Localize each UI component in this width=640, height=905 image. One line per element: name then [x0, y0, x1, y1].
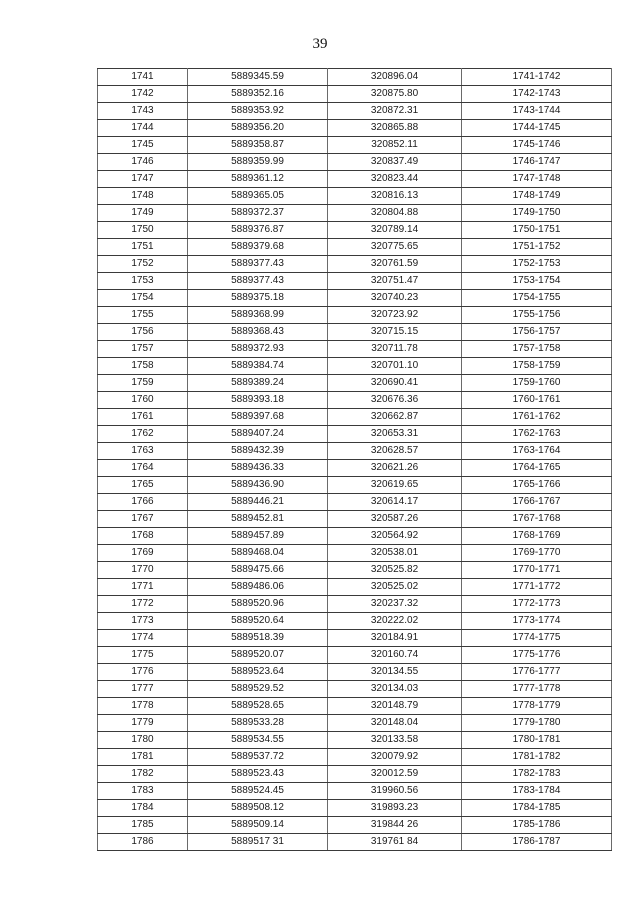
- table-row: [98, 698, 612, 715]
- segment-cell: 1765-1766: [462, 477, 612, 494]
- point-number-cell: 1745: [98, 137, 188, 154]
- y-coordinate-cell: 320676.36: [328, 392, 462, 409]
- x-coordinate-cell: 5889475.66: [188, 562, 328, 579]
- x-coordinate-cell: 5889452.81: [188, 511, 328, 528]
- segment-cell: 1785-1786: [462, 817, 612, 834]
- table-row: [98, 647, 612, 664]
- x-coordinate-cell: 5889361.12: [188, 171, 328, 188]
- x-coordinate-cell: 5889520.07: [188, 647, 328, 664]
- x-coordinate-cell: 5889407.24: [188, 426, 328, 443]
- y-coordinate-cell: 320237.32: [328, 596, 462, 613]
- y-coordinate-cell: 320525.02: [328, 579, 462, 596]
- y-coordinate-cell: 320804.88: [328, 205, 462, 222]
- table-row: [98, 562, 612, 579]
- point-number-cell: 1784: [98, 800, 188, 817]
- point-number-cell: 1767: [98, 511, 188, 528]
- table-row: [98, 443, 612, 460]
- segment-cell: 1751-1752: [462, 239, 612, 256]
- y-coordinate-cell: 320079.92: [328, 749, 462, 766]
- table-row: [98, 630, 612, 647]
- y-coordinate-cell: 320614.17: [328, 494, 462, 511]
- y-coordinate-cell: 320872.31: [328, 103, 462, 120]
- x-coordinate-cell: 5889432.39: [188, 443, 328, 460]
- table-row: [98, 154, 612, 171]
- table-row: [98, 511, 612, 528]
- point-number-cell: 1772: [98, 596, 188, 613]
- table-row: [98, 69, 612, 86]
- y-coordinate-cell: 319761 84: [328, 834, 462, 851]
- x-coordinate-cell: 5889384.74: [188, 358, 328, 375]
- x-coordinate-cell: 5889534.55: [188, 732, 328, 749]
- x-coordinate-cell: 5889345.59: [188, 69, 328, 86]
- segment-cell: 1741-1742: [462, 69, 612, 86]
- table-row: [98, 664, 612, 681]
- x-coordinate-cell: 5889518.39: [188, 630, 328, 647]
- x-coordinate-cell: 5889372.37: [188, 205, 328, 222]
- segment-cell: 1777-1778: [462, 681, 612, 698]
- table-row: [98, 681, 612, 698]
- point-number-cell: 1766: [98, 494, 188, 511]
- segment-cell: 1783-1784: [462, 783, 612, 800]
- table-row: [98, 375, 612, 392]
- point-number-cell: 1777: [98, 681, 188, 698]
- x-coordinate-cell: 5889365.05: [188, 188, 328, 205]
- table-row: [98, 834, 612, 851]
- point-number-cell: 1744: [98, 120, 188, 137]
- x-coordinate-cell: 5889537.72: [188, 749, 328, 766]
- y-coordinate-cell: 320711.78: [328, 341, 462, 358]
- x-coordinate-cell: 5889358.87: [188, 137, 328, 154]
- y-coordinate-cell: 320852.11: [328, 137, 462, 154]
- segment-cell: 1746-1747: [462, 154, 612, 171]
- segment-cell: 1786-1787: [462, 834, 612, 851]
- x-coordinate-cell: 5889352.16: [188, 86, 328, 103]
- table-row: [98, 460, 612, 477]
- segment-cell: 1758-1759: [462, 358, 612, 375]
- x-coordinate-cell: 5889523.43: [188, 766, 328, 783]
- table-row: [98, 766, 612, 783]
- point-number-cell: 1747: [98, 171, 188, 188]
- table-row: [98, 324, 612, 341]
- y-coordinate-cell: 320222.02: [328, 613, 462, 630]
- table-row: [98, 477, 612, 494]
- table-row: [98, 205, 612, 222]
- segment-cell: 1770-1771: [462, 562, 612, 579]
- segment-cell: 1750-1751: [462, 222, 612, 239]
- y-coordinate-cell: 320184.91: [328, 630, 462, 647]
- y-coordinate-cell: 319893.23: [328, 800, 462, 817]
- point-number-cell: 1760: [98, 392, 188, 409]
- x-coordinate-cell: 5889393.18: [188, 392, 328, 409]
- segment-cell: 1773-1774: [462, 613, 612, 630]
- x-coordinate-cell: 5889436.90: [188, 477, 328, 494]
- y-coordinate-cell: 320148.79: [328, 698, 462, 715]
- y-coordinate-cell: 320865.88: [328, 120, 462, 137]
- x-coordinate-cell: 5889523.64: [188, 664, 328, 681]
- segment-cell: 1760-1761: [462, 392, 612, 409]
- segment-cell: 1747-1748: [462, 171, 612, 188]
- segment-cell: 1769-1770: [462, 545, 612, 562]
- point-number-cell: 1764: [98, 460, 188, 477]
- segment-cell: 1745-1746: [462, 137, 612, 154]
- y-coordinate-cell: 320134.03: [328, 681, 462, 698]
- point-number-cell: 1742: [98, 86, 188, 103]
- table-row: [98, 494, 612, 511]
- point-number-cell: 1755: [98, 307, 188, 324]
- table-row: [98, 256, 612, 273]
- x-coordinate-cell: 5889379.68: [188, 239, 328, 256]
- segment-cell: 1780-1781: [462, 732, 612, 749]
- y-coordinate-cell: 320628.57: [328, 443, 462, 460]
- point-number-cell: 1761: [98, 409, 188, 426]
- x-coordinate-cell: 5889457.89: [188, 528, 328, 545]
- point-number-cell: 1752: [98, 256, 188, 273]
- point-number-cell: 1768: [98, 528, 188, 545]
- table-row: [98, 307, 612, 324]
- y-coordinate-cell: 320538.01: [328, 545, 462, 562]
- point-number-cell: 1765: [98, 477, 188, 494]
- table-row: [98, 239, 612, 256]
- segment-cell: 1743-1744: [462, 103, 612, 120]
- point-number-cell: 1773: [98, 613, 188, 630]
- x-coordinate-cell: 5889508.12: [188, 800, 328, 817]
- y-coordinate-cell: 319960.56: [328, 783, 462, 800]
- segment-cell: 1755-1756: [462, 307, 612, 324]
- y-coordinate-cell: 320133.58: [328, 732, 462, 749]
- point-number-cell: 1776: [98, 664, 188, 681]
- segment-cell: 1768-1769: [462, 528, 612, 545]
- table-row: [98, 120, 612, 137]
- segment-cell: 1778-1779: [462, 698, 612, 715]
- table-row: [98, 800, 612, 817]
- segment-cell: 1779-1780: [462, 715, 612, 732]
- point-number-cell: 1753: [98, 273, 188, 290]
- x-coordinate-cell: 5889389.24: [188, 375, 328, 392]
- x-coordinate-cell: 5889359.99: [188, 154, 328, 171]
- y-coordinate-cell: 320723.92: [328, 307, 462, 324]
- x-coordinate-cell: 5889368.99: [188, 307, 328, 324]
- x-coordinate-cell: 5889509.14: [188, 817, 328, 834]
- table-row: [98, 545, 612, 562]
- table-row: [98, 273, 612, 290]
- point-number-cell: 1762: [98, 426, 188, 443]
- y-coordinate-cell: 320823.44: [328, 171, 462, 188]
- segment-cell: 1764-1765: [462, 460, 612, 477]
- segment-cell: 1774-1775: [462, 630, 612, 647]
- point-number-cell: 1741: [98, 69, 188, 86]
- y-coordinate-cell: 320134.55: [328, 664, 462, 681]
- page-number: 39: [312, 36, 328, 52]
- segment-cell: 1744-1745: [462, 120, 612, 137]
- segment-cell: 1762-1763: [462, 426, 612, 443]
- point-number-cell: 1769: [98, 545, 188, 562]
- y-coordinate-cell: 320875.80: [328, 86, 462, 103]
- y-coordinate-cell: 320662.87: [328, 409, 462, 426]
- table-row: [98, 732, 612, 749]
- y-coordinate-cell: 320148.04: [328, 715, 462, 732]
- x-coordinate-cell: 5889353.92: [188, 103, 328, 120]
- x-coordinate-cell: 5889376.87: [188, 222, 328, 239]
- x-coordinate-cell: 5889517 31: [188, 834, 328, 851]
- table-row: [98, 137, 612, 154]
- point-number-cell: 1763: [98, 443, 188, 460]
- point-number-cell: 1746: [98, 154, 188, 171]
- table-row: [98, 817, 612, 834]
- x-coordinate-cell: 5889520.64: [188, 613, 328, 630]
- segment-cell: 1754-1755: [462, 290, 612, 307]
- x-coordinate-cell: 5889446.21: [188, 494, 328, 511]
- coordinates-table-body: [98, 69, 612, 851]
- point-number-cell: 1780: [98, 732, 188, 749]
- point-number-cell: 1770: [98, 562, 188, 579]
- point-number-cell: 1759: [98, 375, 188, 392]
- coordinates-table: [97, 68, 612, 851]
- y-coordinate-cell: 320525.82: [328, 562, 462, 579]
- table-row: [98, 358, 612, 375]
- point-number-cell: 1783: [98, 783, 188, 800]
- table-row: [98, 341, 612, 358]
- segment-cell: 1752-1753: [462, 256, 612, 273]
- y-coordinate-cell: 320564.92: [328, 528, 462, 545]
- table-row: [98, 86, 612, 103]
- x-coordinate-cell: 5889397.68: [188, 409, 328, 426]
- x-coordinate-cell: 5889520.96: [188, 596, 328, 613]
- x-coordinate-cell: 5889377.43: [188, 273, 328, 290]
- x-coordinate-cell: 5889529.52: [188, 681, 328, 698]
- x-coordinate-cell: 5889486.06: [188, 579, 328, 596]
- point-number-cell: 1749: [98, 205, 188, 222]
- y-coordinate-cell: 320160.74: [328, 647, 462, 664]
- segment-cell: 1757-1758: [462, 341, 612, 358]
- table-row: [98, 596, 612, 613]
- point-number-cell: 1751: [98, 239, 188, 256]
- y-coordinate-cell: 320690.41: [328, 375, 462, 392]
- point-number-cell: 1743: [98, 103, 188, 120]
- segment-cell: 1784-1785: [462, 800, 612, 817]
- table-row: [98, 528, 612, 545]
- y-coordinate-cell: 320012.59: [328, 766, 462, 783]
- y-coordinate-cell: 320775.65: [328, 239, 462, 256]
- segment-cell: 1748-1749: [462, 188, 612, 205]
- table-row: [98, 171, 612, 188]
- y-coordinate-cell: 320789.14: [328, 222, 462, 239]
- y-coordinate-cell: 320587.26: [328, 511, 462, 528]
- y-coordinate-cell: 320701.10: [328, 358, 462, 375]
- segment-cell: 1771-1772: [462, 579, 612, 596]
- y-coordinate-cell: 320816.13: [328, 188, 462, 205]
- segment-cell: 1759-1760: [462, 375, 612, 392]
- segment-cell: 1749-1750: [462, 205, 612, 222]
- table-row: [98, 613, 612, 630]
- x-coordinate-cell: 5889377.43: [188, 256, 328, 273]
- y-coordinate-cell: 320740.23: [328, 290, 462, 307]
- y-coordinate-cell: 320621.26: [328, 460, 462, 477]
- y-coordinate-cell: 320653.31: [328, 426, 462, 443]
- point-number-cell: 1782: [98, 766, 188, 783]
- table-row: [98, 103, 612, 120]
- y-coordinate-cell: 319844 26: [328, 817, 462, 834]
- y-coordinate-cell: 320619.65: [328, 477, 462, 494]
- segment-cell: 1767-1768: [462, 511, 612, 528]
- segment-cell: 1742-1743: [462, 86, 612, 103]
- table-row: [98, 409, 612, 426]
- x-coordinate-cell: 5889436.33: [188, 460, 328, 477]
- segment-cell: 1781-1782: [462, 749, 612, 766]
- table-row: [98, 222, 612, 239]
- x-coordinate-cell: 5889468.04: [188, 545, 328, 562]
- point-number-cell: 1785: [98, 817, 188, 834]
- segment-cell: 1775-1776: [462, 647, 612, 664]
- y-coordinate-cell: 320751.47: [328, 273, 462, 290]
- point-number-cell: 1778: [98, 698, 188, 715]
- table-row: [98, 426, 612, 443]
- table-row: [98, 749, 612, 766]
- y-coordinate-cell: 320761.59: [328, 256, 462, 273]
- table-row: [98, 188, 612, 205]
- table-row: [98, 579, 612, 596]
- segment-cell: 1776-1777: [462, 664, 612, 681]
- point-number-cell: 1757: [98, 341, 188, 358]
- table-row: [98, 783, 612, 800]
- x-coordinate-cell: 5889368.43: [188, 324, 328, 341]
- table-row: [98, 392, 612, 409]
- segment-cell: 1782-1783: [462, 766, 612, 783]
- point-number-cell: 1779: [98, 715, 188, 732]
- segment-cell: 1753-1754: [462, 273, 612, 290]
- point-number-cell: 1750: [98, 222, 188, 239]
- segment-cell: 1763-1764: [462, 443, 612, 460]
- segment-cell: 1772-1773: [462, 596, 612, 613]
- y-coordinate-cell: 320837.49: [328, 154, 462, 171]
- x-coordinate-cell: 5889528.65: [188, 698, 328, 715]
- x-coordinate-cell: 5889372.93: [188, 341, 328, 358]
- point-number-cell: 1756: [98, 324, 188, 341]
- point-number-cell: 1771: [98, 579, 188, 596]
- table-row: [98, 715, 612, 732]
- x-coordinate-cell: 5889533.28: [188, 715, 328, 732]
- segment-cell: 1761-1762: [462, 409, 612, 426]
- point-number-cell: 1748: [98, 188, 188, 205]
- point-number-cell: 1758: [98, 358, 188, 375]
- y-coordinate-cell: 320715.15: [328, 324, 462, 341]
- y-coordinate-cell: 320896.04: [328, 69, 462, 86]
- table-row: [98, 290, 612, 307]
- segment-cell: 1756-1757: [462, 324, 612, 341]
- x-coordinate-cell: 5889524.45: [188, 783, 328, 800]
- point-number-cell: 1774: [98, 630, 188, 647]
- point-number-cell: 1775: [98, 647, 188, 664]
- point-number-cell: 1754: [98, 290, 188, 307]
- x-coordinate-cell: 5889375.18: [188, 290, 328, 307]
- x-coordinate-cell: 5889356.20: [188, 120, 328, 137]
- point-number-cell: 1786: [98, 834, 188, 851]
- point-number-cell: 1781: [98, 749, 188, 766]
- segment-cell: 1766-1767: [462, 494, 612, 511]
